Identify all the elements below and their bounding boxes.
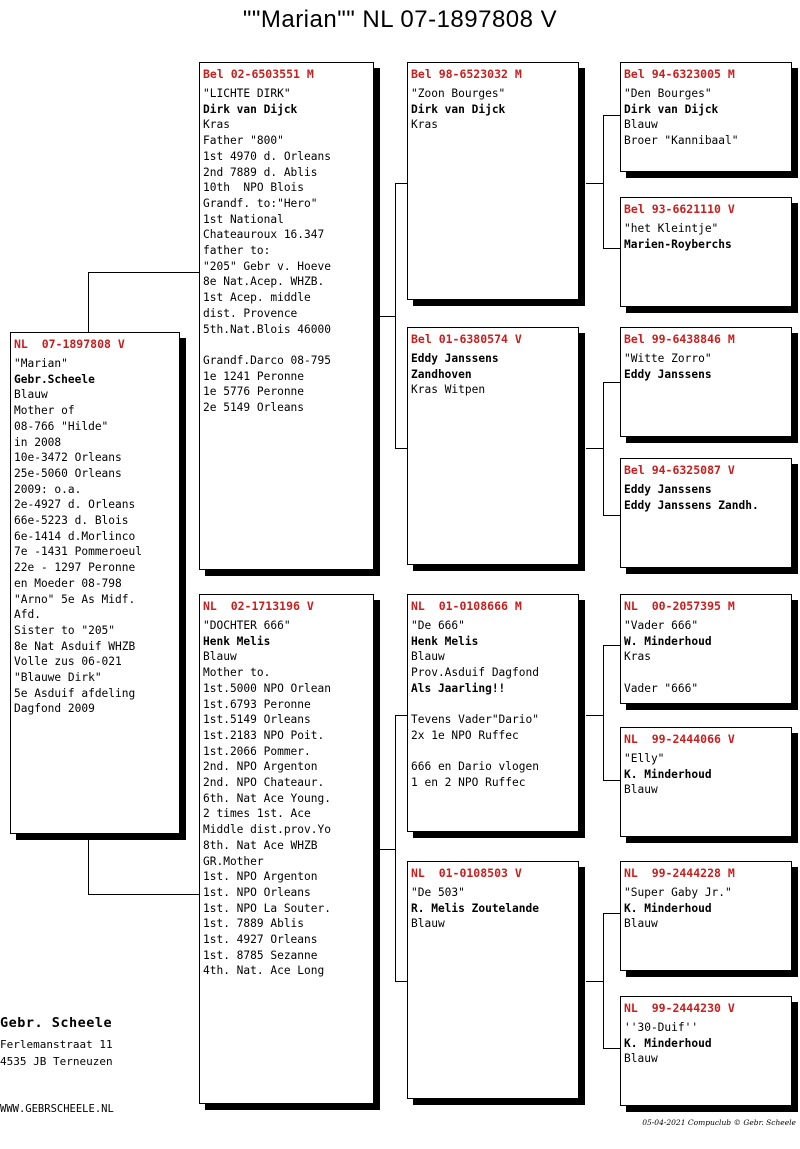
pedigree-line: "Zoon Bourges" bbox=[411, 87, 506, 100]
pedigree-line: dist. Provence bbox=[203, 306, 298, 320]
connector bbox=[395, 715, 407, 716]
connector bbox=[395, 448, 407, 449]
pedigree-line: Blauw bbox=[411, 917, 445, 931]
subject-pigeon-card bbox=[10, 332, 180, 834]
pedigree-line: 5e Asduif afdeling bbox=[14, 686, 136, 700]
pedigree-line: 66e-5223 d. Blois bbox=[14, 514, 129, 528]
breeder-name: Gebr. Scheele bbox=[0, 1015, 113, 1031]
pedigree-line: Blauw bbox=[624, 917, 658, 931]
pedigree-line: 1st.2066 Pommer. bbox=[203, 744, 311, 758]
pedigree-line: 1st 4970 d. Orleans bbox=[203, 149, 331, 163]
pedigree-line: Gebr.Scheele bbox=[14, 372, 95, 386]
breeder-city: 4535 JB Terneuzen bbox=[0, 1055, 113, 1068]
connector bbox=[603, 515, 620, 516]
ring-number: NL 00-2057395 M bbox=[624, 599, 735, 613]
pedigree-line bbox=[411, 697, 576, 713]
pedigree-line: 1st. 7889 Ablis bbox=[203, 917, 305, 931]
pedigree-line: Eddy Janssens Zandh. bbox=[624, 498, 759, 512]
pedigree-line: 5th.Nat.Blois 46000 bbox=[203, 322, 331, 336]
breeder-website: WWW.GEBRSCHEELE.NL bbox=[0, 1103, 114, 1115]
pedigree-line: Father "800" bbox=[203, 134, 284, 148]
pedigree-line: Henk Melis bbox=[203, 634, 271, 648]
pedigree-line: Kras Witpen bbox=[411, 383, 486, 397]
pedigree-line: Kras bbox=[203, 118, 230, 132]
pedigree-line: Grandf. to:"Hero" bbox=[203, 196, 318, 210]
pedigree-line: 1st National bbox=[203, 212, 284, 226]
pedigree-line: Marien-Royberchs bbox=[624, 237, 732, 251]
pedigree-line: Dirk van Dijck bbox=[203, 102, 298, 116]
pedigree-line: 10e-3472 Orleans bbox=[14, 451, 122, 465]
pedigree-line: 1st.5000 NPO Orlean bbox=[203, 681, 331, 695]
ring-number: Bel 94-6323005 M bbox=[624, 67, 735, 81]
pedigree-line: "Arno" 5e As Midf. bbox=[14, 592, 136, 606]
pedigree-line: Blauw bbox=[624, 783, 658, 797]
pedigree-line: Blauw bbox=[624, 1052, 658, 1066]
pedigree-line bbox=[411, 744, 576, 760]
ring-number: NL 07-1897808 V bbox=[14, 337, 125, 351]
pedigree-line: Als Jaarling!! bbox=[411, 681, 506, 695]
connector bbox=[603, 382, 604, 515]
pedigree-line: Sister to "205" bbox=[14, 623, 116, 637]
pedigree-line: Prov.Asduif Dagfond bbox=[411, 666, 539, 680]
pedigree-line: Henk Melis bbox=[411, 634, 479, 648]
ff-mother-card bbox=[620, 197, 792, 307]
pedigree-line: Tevens Vader"Dario" bbox=[411, 713, 539, 727]
pedigree-line: "De 666" bbox=[411, 619, 465, 632]
pedigree-line: 1e 5776 Peronne bbox=[203, 385, 305, 399]
pedigree-line: Afd. bbox=[14, 608, 41, 622]
pedigree-line: in 2008 bbox=[14, 435, 62, 449]
pedigree-line: "205" Gebr v. Hoeve bbox=[203, 259, 331, 273]
pedigree-line: "Elly" bbox=[624, 752, 665, 765]
pedigree-line: ''30-Duif'' bbox=[624, 1021, 699, 1034]
ring-number: Bel 94-6325087 V bbox=[624, 463, 735, 477]
pedigree-line: Blauw bbox=[14, 388, 48, 402]
connector bbox=[395, 183, 396, 448]
pedigree-line: 1st.6793 Peronne bbox=[203, 697, 311, 711]
pedigree-line: Blauw bbox=[624, 118, 658, 132]
pedigree-line: Eddy Janssens bbox=[624, 483, 712, 496]
pedigree-line: 8e Nat Asduif WHZB bbox=[14, 639, 136, 653]
pedigree-line: Middle dist.prov.Yo bbox=[203, 823, 331, 837]
father-mother-card bbox=[407, 327, 579, 565]
pedigree-line: 2nd. NPO Argenton bbox=[203, 760, 318, 774]
pedigree-line: 2e 5149 Orleans bbox=[203, 401, 305, 415]
pedigree-line: 2e-4927 d. Orleans bbox=[14, 498, 136, 512]
mm-father-card bbox=[620, 861, 792, 971]
father-card bbox=[199, 62, 374, 570]
ff-father-card bbox=[620, 62, 792, 172]
pedigree-line: Kras bbox=[411, 118, 438, 132]
pedigree-line: Volle zus 06-021 bbox=[14, 655, 122, 669]
connector bbox=[603, 913, 604, 1048]
pedigree-line: Dagfond 2009 bbox=[14, 702, 95, 716]
connector bbox=[88, 272, 89, 335]
pedigree-line: "Den Bourges" bbox=[624, 87, 712, 100]
connector bbox=[586, 981, 603, 982]
footer-credit: 05-04-2021 Compuclub © Gebr. Scheele bbox=[642, 1118, 796, 1127]
pedigree-line: "het Kleintje" bbox=[624, 222, 719, 235]
connector bbox=[603, 1048, 620, 1049]
pedigree-title: ""Marian"" NL 07-1897808 V bbox=[242, 6, 558, 33]
pedigree-line: 2nd. NPO Chateaur. bbox=[203, 776, 325, 790]
pedigree-line: 1st Acep. middle bbox=[203, 291, 311, 305]
pedigree-line: 1st. NPO Orleans bbox=[203, 885, 311, 899]
pedigree-line: 22e - 1297 Peronne bbox=[14, 561, 136, 575]
pedigree-line: 6e-1414 d.Morlinco bbox=[14, 529, 136, 543]
connector bbox=[374, 316, 395, 317]
pedigree-line: Grandf.Darco 08-795 bbox=[203, 353, 331, 367]
connector bbox=[88, 272, 199, 273]
pedigree-line: K. Minderhoud bbox=[624, 767, 712, 781]
connector bbox=[586, 183, 603, 184]
pedigree-line: 1st. NPO La Souter. bbox=[203, 901, 331, 915]
pedigree-line: Blauw bbox=[411, 650, 445, 664]
ring-number: NL 99-2444066 V bbox=[624, 732, 735, 746]
pedigree-line: R. Melis Zoutelande bbox=[411, 901, 539, 915]
pedigree-line: Vader "666" bbox=[624, 681, 699, 695]
pedigree-line: Kras bbox=[624, 650, 651, 664]
pedigree-line: Mother to. bbox=[203, 666, 271, 680]
pedigree-line: en Moeder 08-798 bbox=[14, 576, 122, 590]
pedigree-line: 8e Nat.Acep. WHZB. bbox=[203, 275, 325, 289]
pedigree-line: 2 times 1st. Ace bbox=[203, 807, 311, 821]
pedigree-line: Dirk van Dijck bbox=[411, 102, 506, 116]
pedigree-line: 08-766 "Hilde" bbox=[14, 419, 109, 433]
pedigree-line: Zandhoven bbox=[411, 367, 472, 381]
ring-number: NL 99-2444230 V bbox=[624, 1001, 735, 1015]
ring-number: Bel 98-6523032 M bbox=[411, 67, 522, 81]
pedigree-line: Dirk van Dijck bbox=[624, 102, 719, 116]
pedigree-line: K. Minderhoud bbox=[624, 901, 712, 915]
pedigree-line bbox=[624, 665, 789, 681]
connector bbox=[603, 913, 620, 914]
pedigree-line: "Super Gaby Jr." bbox=[624, 886, 732, 899]
ring-number: Bel 93-6621110 V bbox=[624, 202, 735, 216]
pedigree-line: 1st.2183 NPO Poit. bbox=[203, 728, 325, 742]
mother-father-card bbox=[407, 594, 579, 832]
fm-mother-card bbox=[620, 458, 792, 568]
pedigree-line: 25e-5060 Orleans bbox=[14, 466, 122, 480]
pedigree-line: 1st. 4927 Orleans bbox=[203, 933, 318, 947]
ring-number: NL 01-0108666 M bbox=[411, 599, 522, 613]
pedigree-line: 1st.5149 Orleans bbox=[203, 713, 311, 727]
pedigree-line: 8th. Nat Ace WHZB bbox=[203, 838, 318, 852]
connector bbox=[603, 382, 620, 383]
ring-number: NL 01-0108503 V bbox=[411, 866, 522, 880]
connector bbox=[395, 981, 407, 982]
pedigree-line: 2nd 7889 d. Ablis bbox=[203, 165, 318, 179]
ring-number: Bel 01-6380574 V bbox=[411, 332, 522, 346]
pedigree-line: W. Minderhoud bbox=[624, 634, 712, 648]
ring-number: NL 02-1713196 V bbox=[203, 599, 314, 613]
connector bbox=[603, 115, 604, 248]
mf-mother-card bbox=[620, 727, 792, 837]
pedigree-line: 2x 1e NPO Ruffec bbox=[411, 728, 519, 742]
pedigree-line: Broer "Kannibaal" bbox=[624, 134, 739, 148]
connector bbox=[374, 849, 395, 850]
mother-card bbox=[199, 594, 374, 1104]
pedigree-line: Eddy Janssens bbox=[411, 352, 499, 365]
connector bbox=[603, 645, 620, 646]
pedigree-line: Blauw bbox=[203, 650, 237, 664]
pedigree-line: 1e 1241 Peronne bbox=[203, 369, 305, 383]
pedigree-line: "Witte Zorro" bbox=[624, 352, 712, 365]
pedigree-line: "Blauwe Dirk" bbox=[14, 671, 102, 685]
pedigree-line: 4th. Nat. Ace Long bbox=[203, 964, 325, 978]
pedigree-line: Eddy Janssens bbox=[624, 367, 712, 381]
mm-mother-card bbox=[620, 996, 792, 1106]
pedigree-line bbox=[203, 337, 371, 353]
pedigree-line: Mother of bbox=[14, 404, 75, 418]
connector bbox=[603, 645, 604, 780]
connector bbox=[395, 183, 407, 184]
ring-number: Bel 02-6503551 M bbox=[203, 67, 314, 81]
connector bbox=[88, 834, 89, 894]
connector bbox=[88, 894, 199, 895]
connector bbox=[603, 115, 620, 116]
pedigree-line: GR.Mother bbox=[203, 854, 264, 868]
pedigree-line: 1st. 8785 Sezanne bbox=[203, 948, 318, 962]
pedigree-line: "Vader 666" bbox=[624, 619, 699, 632]
pedigree-line: K. Minderhoud bbox=[624, 1036, 712, 1050]
pedigree-line: 1 en 2 NPO Ruffec bbox=[411, 776, 526, 789]
ring-number: Bel 99-6438846 M bbox=[624, 332, 735, 346]
breeder-street: Ferlemanstraat 11 bbox=[0, 1038, 113, 1051]
pedigree-line: Chateauroux 16.347 bbox=[203, 228, 325, 242]
connector bbox=[603, 780, 620, 781]
pedigree-line: father to: bbox=[203, 244, 271, 258]
pedigree-line: 6th. Nat Ace Young. bbox=[203, 791, 331, 805]
pedigree-line: 1st. NPO Argenton bbox=[203, 870, 318, 884]
mf-father-card bbox=[620, 594, 792, 704]
ring-number: NL 99-2444228 M bbox=[624, 866, 735, 880]
pedigree-line: 10th NPO Blois bbox=[203, 181, 305, 195]
mother-mother-card bbox=[407, 861, 579, 1099]
fm-father-card bbox=[620, 327, 792, 437]
pedigree-line: "DOCHTER 666" bbox=[203, 619, 291, 632]
connector bbox=[395, 715, 396, 981]
connector bbox=[586, 448, 603, 449]
pedigree-line: "Marian" bbox=[14, 357, 68, 370]
pedigree-line: 7e -1431 Pommeroeul bbox=[14, 545, 142, 559]
pedigree-line: "De 503" bbox=[411, 886, 465, 899]
connector bbox=[603, 248, 620, 249]
pedigree-line: "LICHTE DIRK" bbox=[203, 87, 291, 100]
father-father-card bbox=[407, 62, 579, 300]
pedigree-line: 2009: o.a. bbox=[14, 482, 82, 496]
connector bbox=[586, 715, 603, 716]
pedigree-line: 666 en Dario vlogen bbox=[411, 760, 539, 774]
